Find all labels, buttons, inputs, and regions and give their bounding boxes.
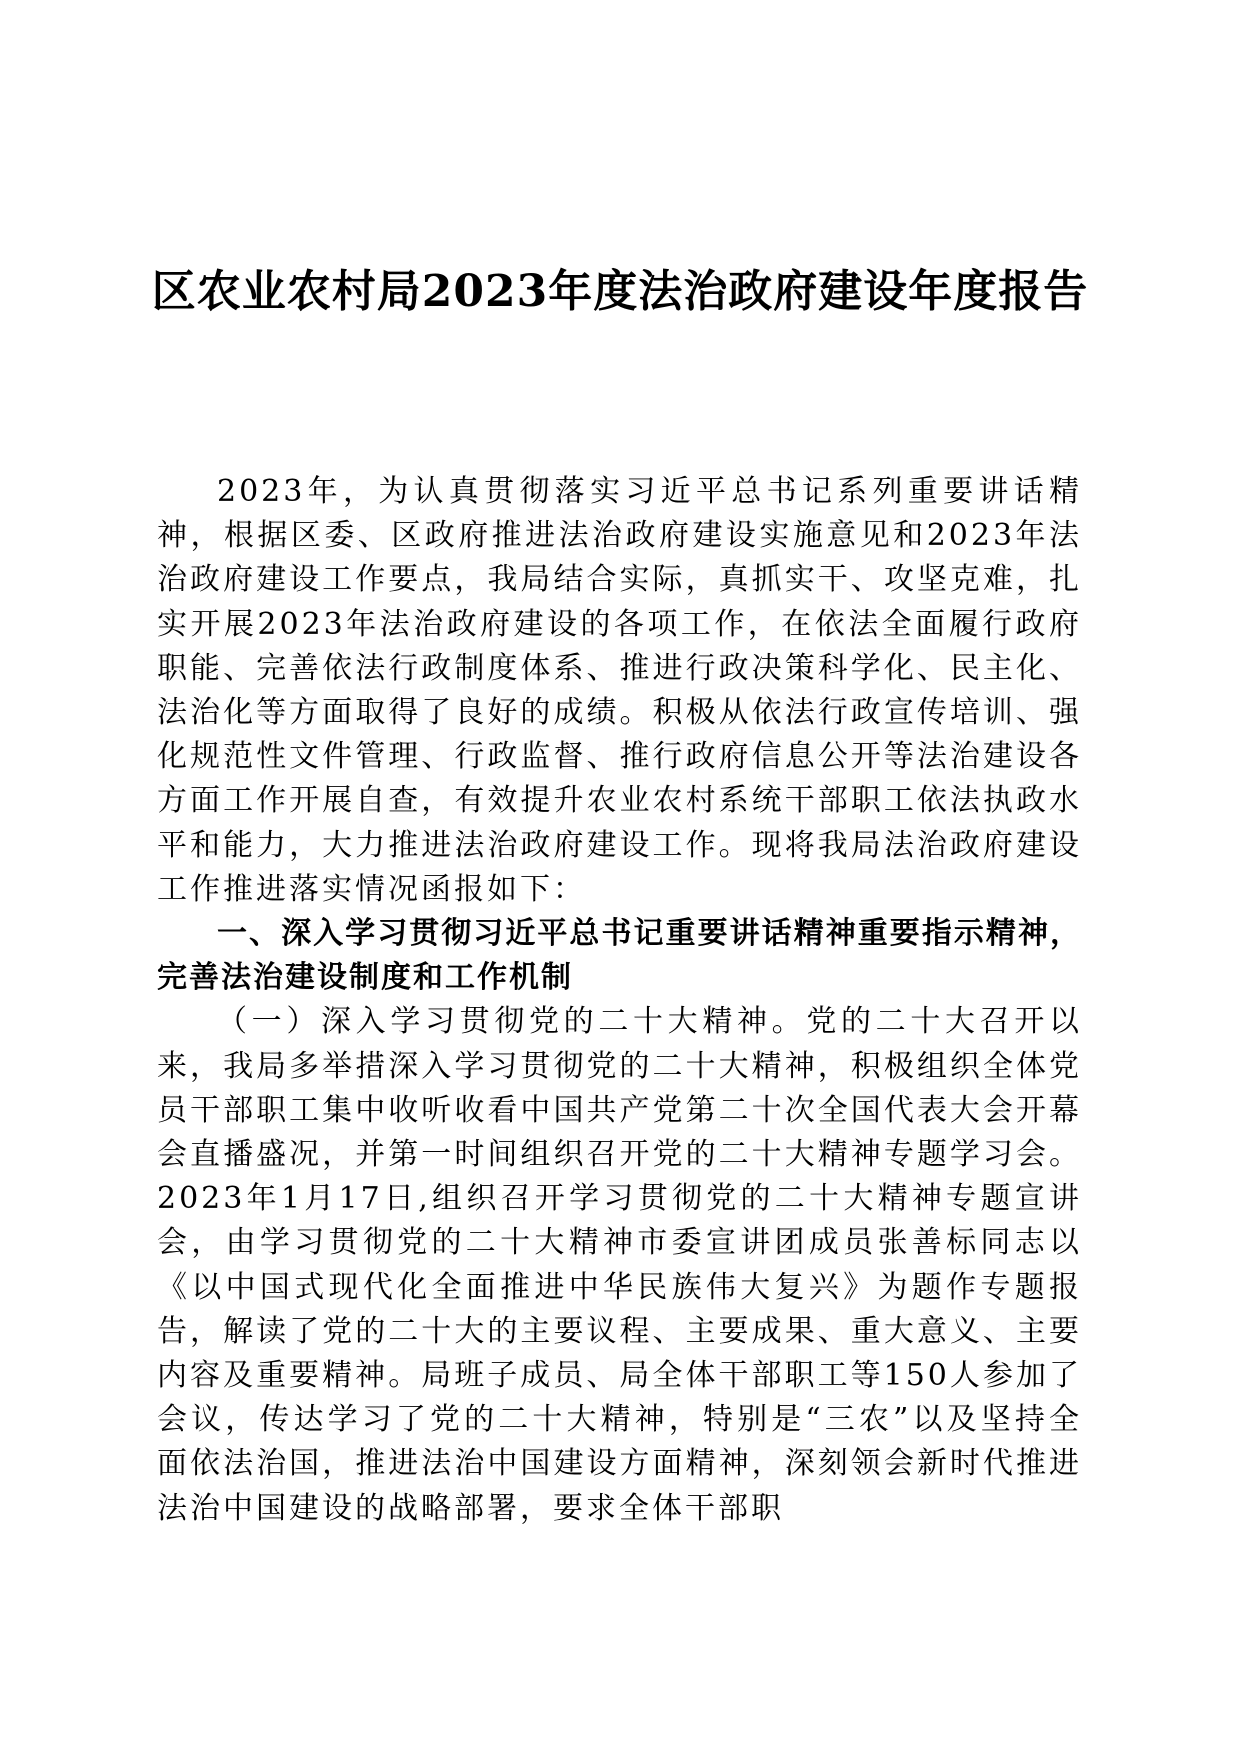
document-body: [157, 470, 1082, 1531]
section-heading-1: 一、深入学习贯彻习近平总书记重要讲话精神重要指示精神，完善法治建设制度和工作机制: [157, 916, 1082, 996]
intro-paragraph: 2023年，为认真贯彻落实习近平总书记系列重要讲话精神，根据区委、区政府推进法治政府建设实施意见和2023年法治政府建设工作要点，我局结合实际，真抓实干、攻坚克难，扎实开展2023年法治政府建设的各项工作，在依法全面履行政府职能、完善依法行政制度体系、推进行政决策科学化、民主化、法治化等方面取得了良好的成绩。积极从依法行政宣传培训、强化规范性文件管理、行政监督、推行政府信息公开等法治建设各方面工作开展自查，有效提升农业农村系统干部职工依法执政水平和能力，大力推进法治政府建设工作。现将我局法治政府建设工作推进落实情况函报如下：: [157, 474, 1082, 907]
document-title: 区农业农村局2023年度法治政府建设年度报告: [151, 266, 1089, 317]
subsection-1-1-paragraph: （一）深入学习贯彻党的二十大精神。党的二十大召开以来，我局多举措深入学习贯彻党的二十大精神，积极组织全体党员干部职工集中收听收看中国共产党第二十次全国代表大会开幕会直播盛况，并第一时间组织召开党的二十大精神专题学习会。2023年1月17日,组织召开学习贯彻党的二十大精神专题宣讲会，由学习贯彻党的二十大精神市委宣讲团成员张善标同志以《以中国式现代化全面推进中华民族伟大复兴》为题作专题报告，解读了党的二十大的主要议程、主要成果、重大意义、主要内容及重要精神。局班子成员、局全体干部职工等150人参加了会议，传达学习了党的二十大精神，特别是“三农”以及坚持全面依法治国，推进法治中国建设方面精神，深刻领会新时代推进法治中国建设的战略部署，要求全体干部职: [157, 1004, 1082, 1526]
